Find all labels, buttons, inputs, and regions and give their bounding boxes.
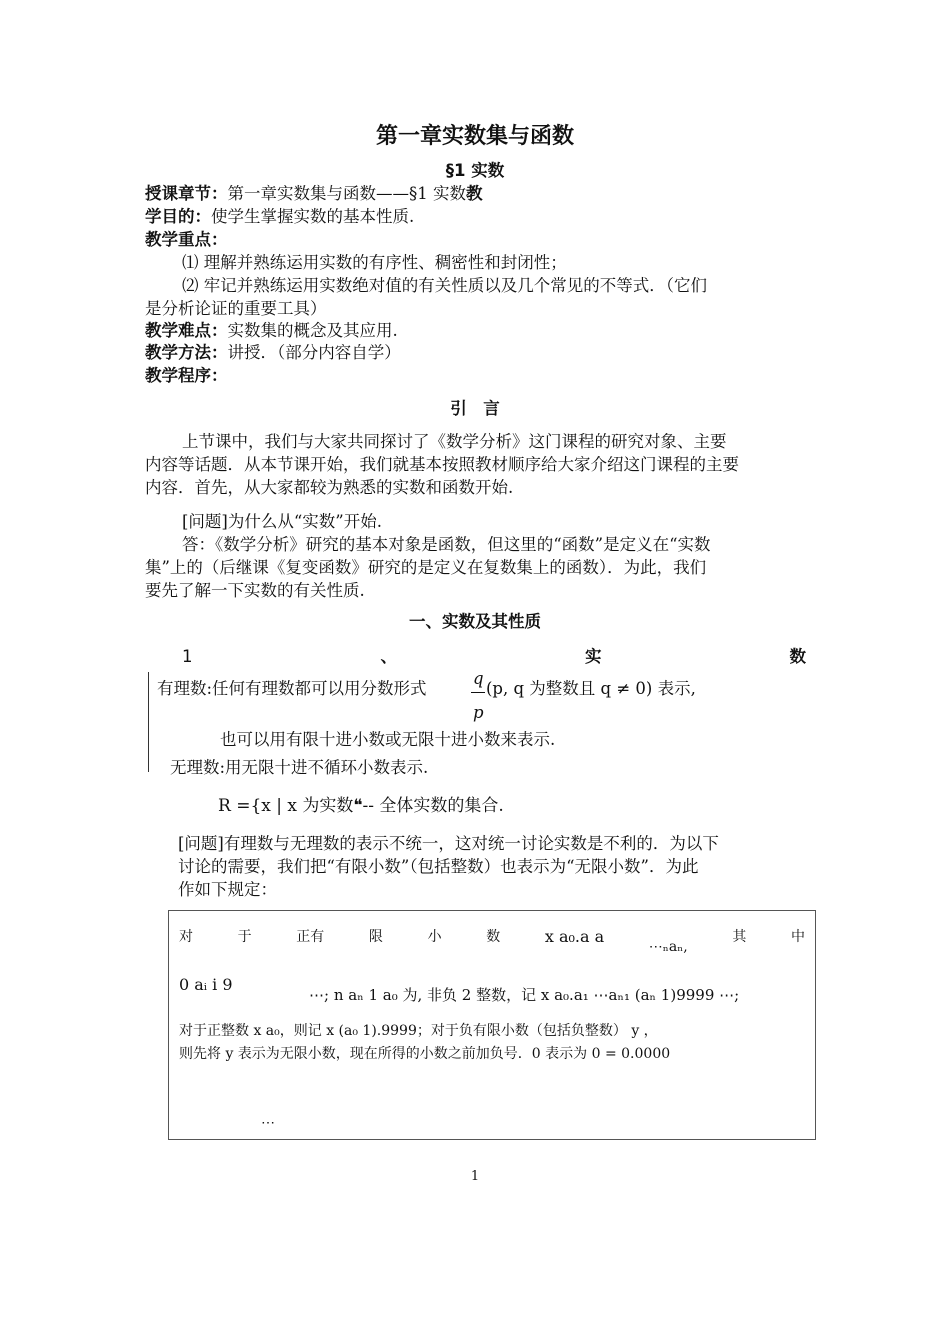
fraction-bar [471, 692, 485, 693]
question-tag: [问题] [182, 512, 228, 531]
box-word: 正有 [296, 929, 325, 945]
fraction-numerator: q [473, 669, 484, 688]
meta-label: 教学难点： [145, 321, 228, 340]
meta-line [145, 342, 401, 364]
question-tag: [问题] [178, 834, 224, 853]
sub-part: 、 [380, 647, 397, 666]
answer-line: 集”上的（后继课《复变函数》研究的是定义在复数集上的函数）．为此，我们 [145, 558, 707, 577]
box-word: x a₀.a a [544, 927, 605, 946]
sub-part: 数 [789, 647, 806, 666]
meta-text: 讲授．（部分内容自学） [227, 343, 401, 362]
meta-label: 授课章节： [145, 184, 228, 203]
box-word: ⋯ₙaₙ, [648, 939, 688, 955]
box-row-1 [179, 927, 805, 955]
rational-decimal: 也可以用有限十进小数或无限十进小数来表示. [220, 730, 556, 749]
meta-tail: 教 [466, 184, 483, 203]
intro-line: 内容．首先，从大家都较为熟悉的实数和函数开始. [145, 478, 514, 497]
box-word: 中 [791, 929, 805, 945]
box-row-3: 对于正整数 x a₀，则记 x (a₀ 1).9999；对于负有限小数（包括负整数） y ， [179, 1023, 658, 1039]
meta-label: 学目的： [145, 207, 211, 226]
answer-line: 要先了解一下实数的有关性质. [145, 581, 365, 600]
definition-box [168, 910, 816, 1140]
rational-def: 有理数:任何有理数都可以用分数形式 [157, 679, 427, 698]
key-point: ⑵ 牢记并熟练运用实数绝对值的有关性质以及几个常见的不等式．（它们 [182, 276, 707, 295]
subsection-heading [182, 646, 806, 668]
sub-part: 实 [585, 647, 602, 666]
box-row-4: 则先将 y 表示为无限小数，现在所得的小数之前加负号．0 表示为 0 = 0.0000 [179, 1046, 671, 1062]
intro-line: 内容等话题．从本节课开始，我们就基本按照教材顺序给大家介绍这门课程的主要 [145, 455, 739, 474]
set-definition: R ={x | x 为实数❝-- 全体实数的集合. [218, 796, 504, 816]
box-word: 限 [368, 929, 383, 945]
box-row-2a: 0 aᵢ i 9 [179, 975, 233, 994]
answer-line: 答：《数学分析》研究的基本对象是函数，但这里的“函数”是定义在“实数 [182, 535, 711, 554]
box-word: 对 [179, 929, 193, 945]
meta-line [145, 320, 398, 342]
question-text: 讨论的需要，我们把“有限小数”（包括整数）也表示为“无限小数”．为此 [178, 857, 699, 876]
chapter-title: 第一章实数集与函数 [375, 124, 574, 149]
key-point: 是分析论证的重要工具） [145, 299, 327, 318]
meta-label: 教学程序： [145, 366, 228, 385]
meta-label: 教学重点： [145, 230, 228, 249]
brace [148, 672, 155, 772]
page-number: 1 [470, 1169, 480, 1184]
meta-text: 使学生掌握实数的基本性质. [211, 207, 415, 226]
intro-line: 上节课中，我们与大家共同探讨了《数学分析》这门课程的研究对象、主要 [182, 432, 727, 451]
fraction-denominator: p [473, 703, 484, 722]
section-heading: 一、实数及其性质 [409, 612, 541, 631]
section-title: §1 实数 [445, 161, 505, 180]
question-text: 有理数与无理数的表示不统一，这对统一讨论实数是不利的．为以下 [223, 834, 719, 853]
question-2 [178, 833, 719, 855]
box-word: 于 [237, 929, 252, 945]
meta-text: 第一章实数集与函数——§1 实数 [227, 184, 466, 203]
irrational-def: 无理数:用无限十进不循环小数表示. [170, 758, 429, 777]
box-word: 小 [427, 929, 442, 945]
meta-label: 教学方法： [145, 343, 228, 362]
question-1 [182, 511, 382, 533]
meta-text: 实数集的概念及其应用. [227, 321, 398, 340]
meta-line [145, 183, 483, 205]
box-word: 数 [486, 929, 501, 945]
box-word: 其 [732, 929, 747, 945]
box-row-2b: ⋯; n aₙ 1 a₀ 为, 非负 2 整数，记 x a₀.a₁ ⋯aₙ₁ (aₙ 1)9999 ⋯; [309, 986, 740, 1004]
key-point: ⑴ 理解并熟练运用实数的有序性、稠密性和封闭性； [182, 253, 567, 272]
intro-heading: 引 言 [450, 399, 500, 418]
box-row-5: ⋯ [261, 1115, 275, 1131]
meta-line [145, 206, 414, 228]
question-text: 为什么从“实数”开始. [227, 512, 382, 531]
question-text: 作如下规定： [178, 880, 277, 899]
rational-condition: (p, q 为整数且 q ≠ 0) 表示, [486, 679, 696, 698]
sub-part: 1 [182, 647, 193, 666]
